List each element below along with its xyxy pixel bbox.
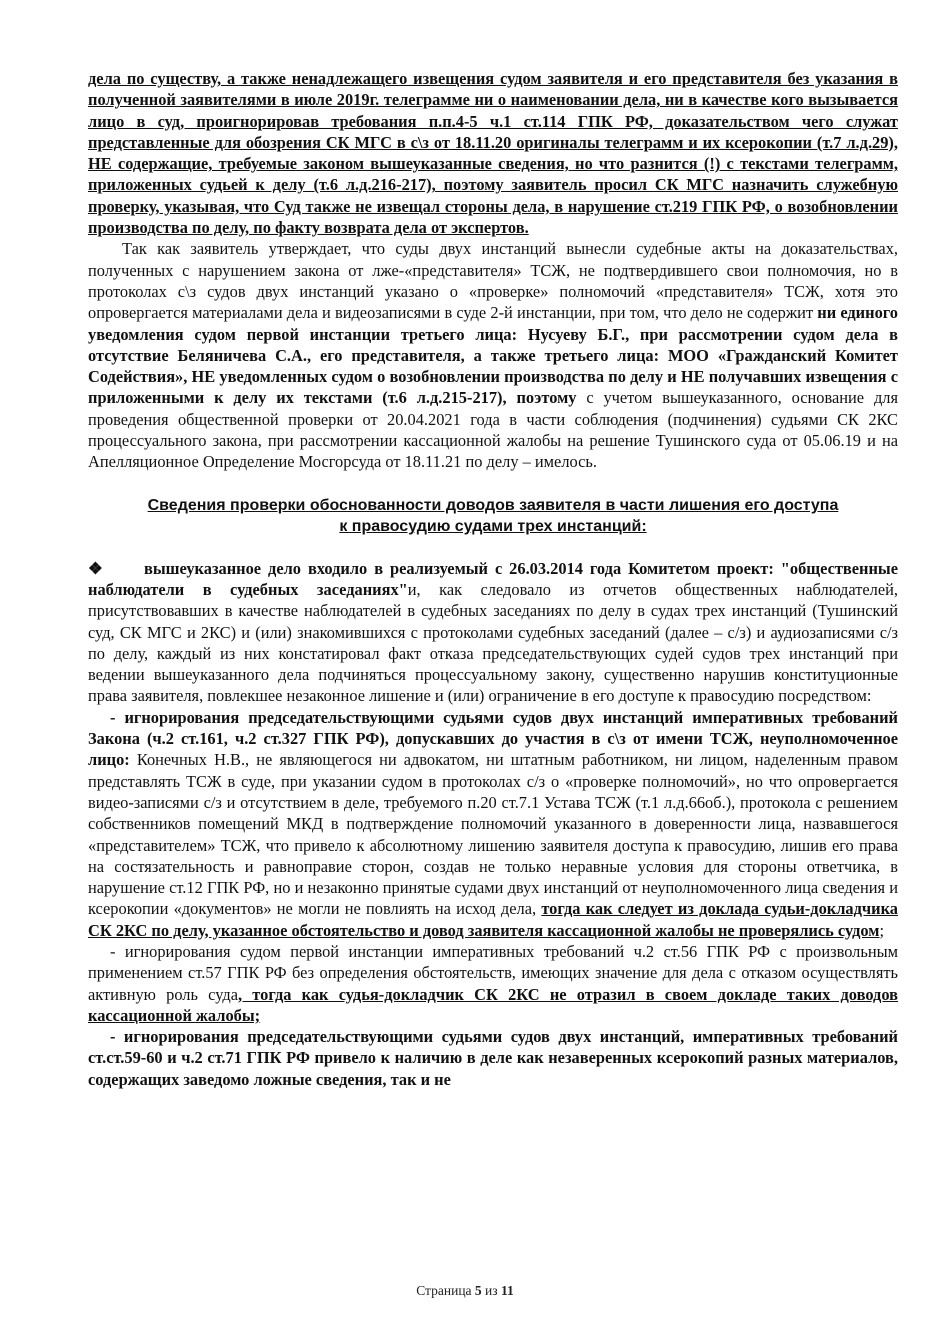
paragraph-continuation: дела по существу, а также ненадлежащего извещения судом заявителя и его представителя без указания в полученной заявителями в июле 2019г. телеграмме ни о наименовании дела, ни в качестве кого вызывается лицо в суд, проигнорировав требования п.п.4-5 ч.1 ст.114 ГПК РФ, доказательством чего служат представленные для обозрения СК МГС в с\з от 18.11.20 оригиналы телеграмм и их ксерокопии (т.7 л.д.29), НЕ содержащие, требуемые законом вышеуказанные сведения, но что разнится (!) с текстами телеграмм, приложенных судьей к делу (т.6 л.д.216-217), поэтому заявитель просил СК МГС назначить служебную проверку, указывая, что Суд также не извещал стороны дела, в нарушение ст.219 ГПК РФ, о возобновлении производства по делу, по факту возврата дела от экспертов.	[88, 69, 898, 238]
section-heading-line1: Сведения проверки обоснованности доводов заявителя в части лишения его доступа	[147, 496, 839, 514]
paragraph-basis	[88, 238, 898, 472]
list-item-representative-underlined: тогда как следует из доклада судьи-докладчика СК 2КС по делу, указанное обстоятельство и довод заявителя кассационной жалобы не проверялись судом	[88, 899, 898, 940]
paragraph-basis-text: Так как заявитель утверждает, что суды двух инстанций вынесли судебные акты на доказательствах, полученных с нарушением закона от лже-«представителя» ТСЖ, не подтвердившего свои полномочия, но в протоколах с\з судов двух инстанций указано о «проверке» полномочий «представителя» ТСЖ, хотя это опровергается материалами дела и видеозаписями в суде 2-й инстанции, при том, что дело не содержит	[88, 239, 898, 323]
list-item-first-instance-underlined: , тогда как судья-докладчик СК 2КС не отразил в своем докладе таких доводов кассационной жалобы;	[88, 984, 898, 1025]
paragraph-bullet-text: и, как следовало из отчетов общественных наблюдателей, присутствовавших в качестве наблюдателей в судебных заседаниях по делу в судах трех инстанций (Тушинский суд, СК МГС и 2КС) и (или) знакомившихся с протоколами судебных заседаний (далее – с/з) и аудиозаписями с/з по делу, каждый из них констатировал факт отказа председательствующих судей судов трех инстанций при ведении вышеуказанного дела подчиняться процессуальному закону, существенно нарушив конституционные права заявителя, повлекшее незаконное лишение и (или) ограничение в его доступе к правосудию посредством:	[88, 579, 899, 706]
footer-page-number: 5	[474, 1283, 482, 1298]
footer-total-pages: 11	[500, 1283, 514, 1298]
paragraph-basis-conclusion: с учетом вышеуказанного, основание для проведения общественной проверки от 20.04.2021 года в части соблюдения (подчинения) судьями СК 2КС процессуального закона, при рассмотрении кассационной жалобы на решение Тушинского суда от 05.06.19 и на Апелляционное Определение Мосгорсуда от 18.11.21 по делу – имелось.	[88, 388, 899, 472]
list-item-representative-bold: - игнорирования председательствующими судьями судов двух инстанций императивных требований Закона (ч.2 ст.161, ч.2 ст.327 ГПК РФ), допускавших до участия в с\з от имени ТСЖ, неуполномоченное лицо:	[88, 707, 898, 770]
document-page	[88, 68, 898, 1090]
section-heading-line2: к правосудию судами трех инстанций:	[339, 518, 647, 536]
list-item-representative	[88, 707, 898, 941]
diamond-bullet-icon: ❖	[88, 558, 103, 578]
list-item-representative-text: Конечных Н.В., не являющегося ни адвокатом, ни штатным работником, ни лицом, наделенным правом представлять ТСЖ в суде, при указании судом в протоколах с/з о «проверке полномочий», но что опровергается видео-записями с/з и отсутствием в деле, требуемого п.20 ст.7.1 Устава ТСЖ (т.1 л.д.66об.), протокола с решением собственников помещений МКД в подтверждение полномочий указанного в доверенности лица, назвавшегося «представителем» ТСЖ, что привело к абсолютному лишению заявителя доступа к правосудию, лишив его права на состязательность и равноправие сторон, создав не только неравные условия для стороны ответчика, в нарушение ст.12 ГПК РФ, но и незаконно принятые судами двух инстанций от неуполномоченного лица сведения и ксерокопии «документов» не могли не повлиять на исход дела,	[88, 750, 898, 919]
footer-prefix: Страница	[416, 1283, 475, 1298]
list-item-first-instance	[88, 941, 898, 1026]
list-item-first-instance-text: - игнорирования судом первой инстанции императивных требований ч.2 ст.56 ГПК РФ с произвольным применением ст.57 ГПК РФ без определения обстоятельств, имеющих значение для дела с отказом осуществлять активную роль суда	[88, 941, 898, 1004]
section-heading	[88, 495, 898, 538]
footer-middle: из	[481, 1283, 501, 1298]
paragraph-bullet-bold: вышеуказанное дело входило в реализуемый с 26.03.2014 года Комитетом проект: "общественные наблюдатели в судебных заседаниях"	[88, 558, 898, 599]
list-item-evidence: - игнорирования председательствующими судьями судов двух инстанций, императивных требований ст.ст.59-60 и ч.2 ст.71 ГПК РФ привело к наличию в деле как незаверенных ксерокопий разных материалов, содержащих заведомо ложные сведения, так и не	[88, 1027, 898, 1089]
list-item-representative-end: ;	[879, 920, 885, 940]
paragraph-bullet	[88, 558, 898, 707]
paragraph-basis-bold: ни единого уведомления судом первой инстанции третьего лица: Нусуеву Б.Г., при рассмотрении судом дела в отсутствие Беляничева С.А., его представителя, а также третьего лица: МОО «Гражданский Комитет Содействия», НЕ уведомленных судом о возобновлении производства по делу и НЕ получавших извещения с приложенными к делу их текстами (т.6 л.д.215-217), поэтому	[88, 303, 898, 408]
page-footer	[0, 1283, 930, 1299]
